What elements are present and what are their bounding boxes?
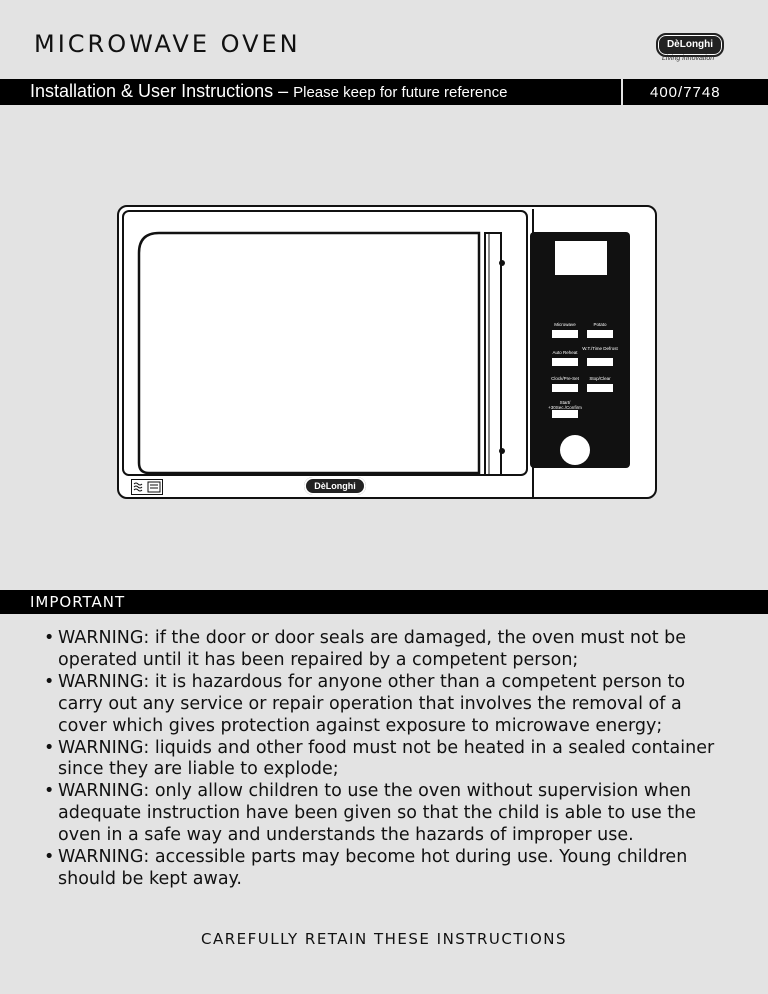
start-button [552, 410, 578, 418]
door-brand-logo: DèLonghi [304, 477, 366, 495]
warning-item: • WARNING: only allow children to use the oven without supervision when adequate instruction have been given so that the child is able to use the oven in a safe way and understands the hazards of improper use. [32, 781, 722, 847]
subtitle [30, 81, 507, 102]
warning-list [32, 628, 722, 891]
footer-note: CAREFULLY RETAIN THESE INSTRUCTIONS [201, 930, 567, 948]
model-code: 400/7748 [650, 84, 721, 101]
subtitle-separator: – [273, 81, 294, 101]
warning-item: • WARNING: if the door or door seals are damaged, the oven must not be operated until it has been repaired by a competent person; [32, 628, 722, 672]
document-title: MICROWAVE OVEN [34, 30, 301, 58]
brand-tagline: Living innovation [662, 55, 715, 62]
subtitle-note: Please keep for future reference [293, 84, 508, 101]
microwave-label: Microwave [554, 322, 576, 327]
warning-item: • WARNING: accessible parts may become hot during use. Young children should be kept away. [32, 847, 722, 891]
door-latch-bottom [499, 448, 505, 454]
important-heading: IMPORTANT [30, 593, 126, 611]
band-divider [621, 79, 623, 105]
defrost-label: W.T./Time Defrost [582, 346, 618, 351]
subtitle-main: Installation & User Instructions [30, 81, 274, 101]
start-label: Start/ +30Sec./Confirm [548, 400, 582, 410]
door-handle [485, 233, 501, 475]
auto-reheat-label: Auto Reheat [552, 350, 578, 355]
warning-item: • WARNING: liquids and other food must not be heated in a sealed container since they are liable to explode; [32, 738, 722, 782]
dial-knob [560, 435, 590, 465]
microwave-grill-icon [131, 479, 163, 495]
defrost-button [587, 358, 613, 366]
stop-clear-label: Stop/Clear [589, 376, 611, 381]
brand-logo: DèLonghi [656, 33, 724, 57]
clock-label: Clock/Pre-Set [551, 376, 579, 381]
door-frame [123, 211, 527, 475]
stop-clear-button [587, 384, 613, 392]
potato-button [587, 330, 613, 338]
microwave-button [552, 330, 578, 338]
auto-reheat-button [552, 358, 578, 366]
door-latch-top [499, 260, 505, 266]
potato-label: Potato [593, 322, 607, 327]
clock-button [552, 384, 578, 392]
door-window [139, 233, 479, 473]
lcd-display [555, 241, 607, 275]
warning-item: • WARNING: it is hazardous for anyone other than a competent person to carry out any service or repair operation that involves the removal of a cover which gives protection against exposure to microwave energy; [32, 672, 722, 738]
